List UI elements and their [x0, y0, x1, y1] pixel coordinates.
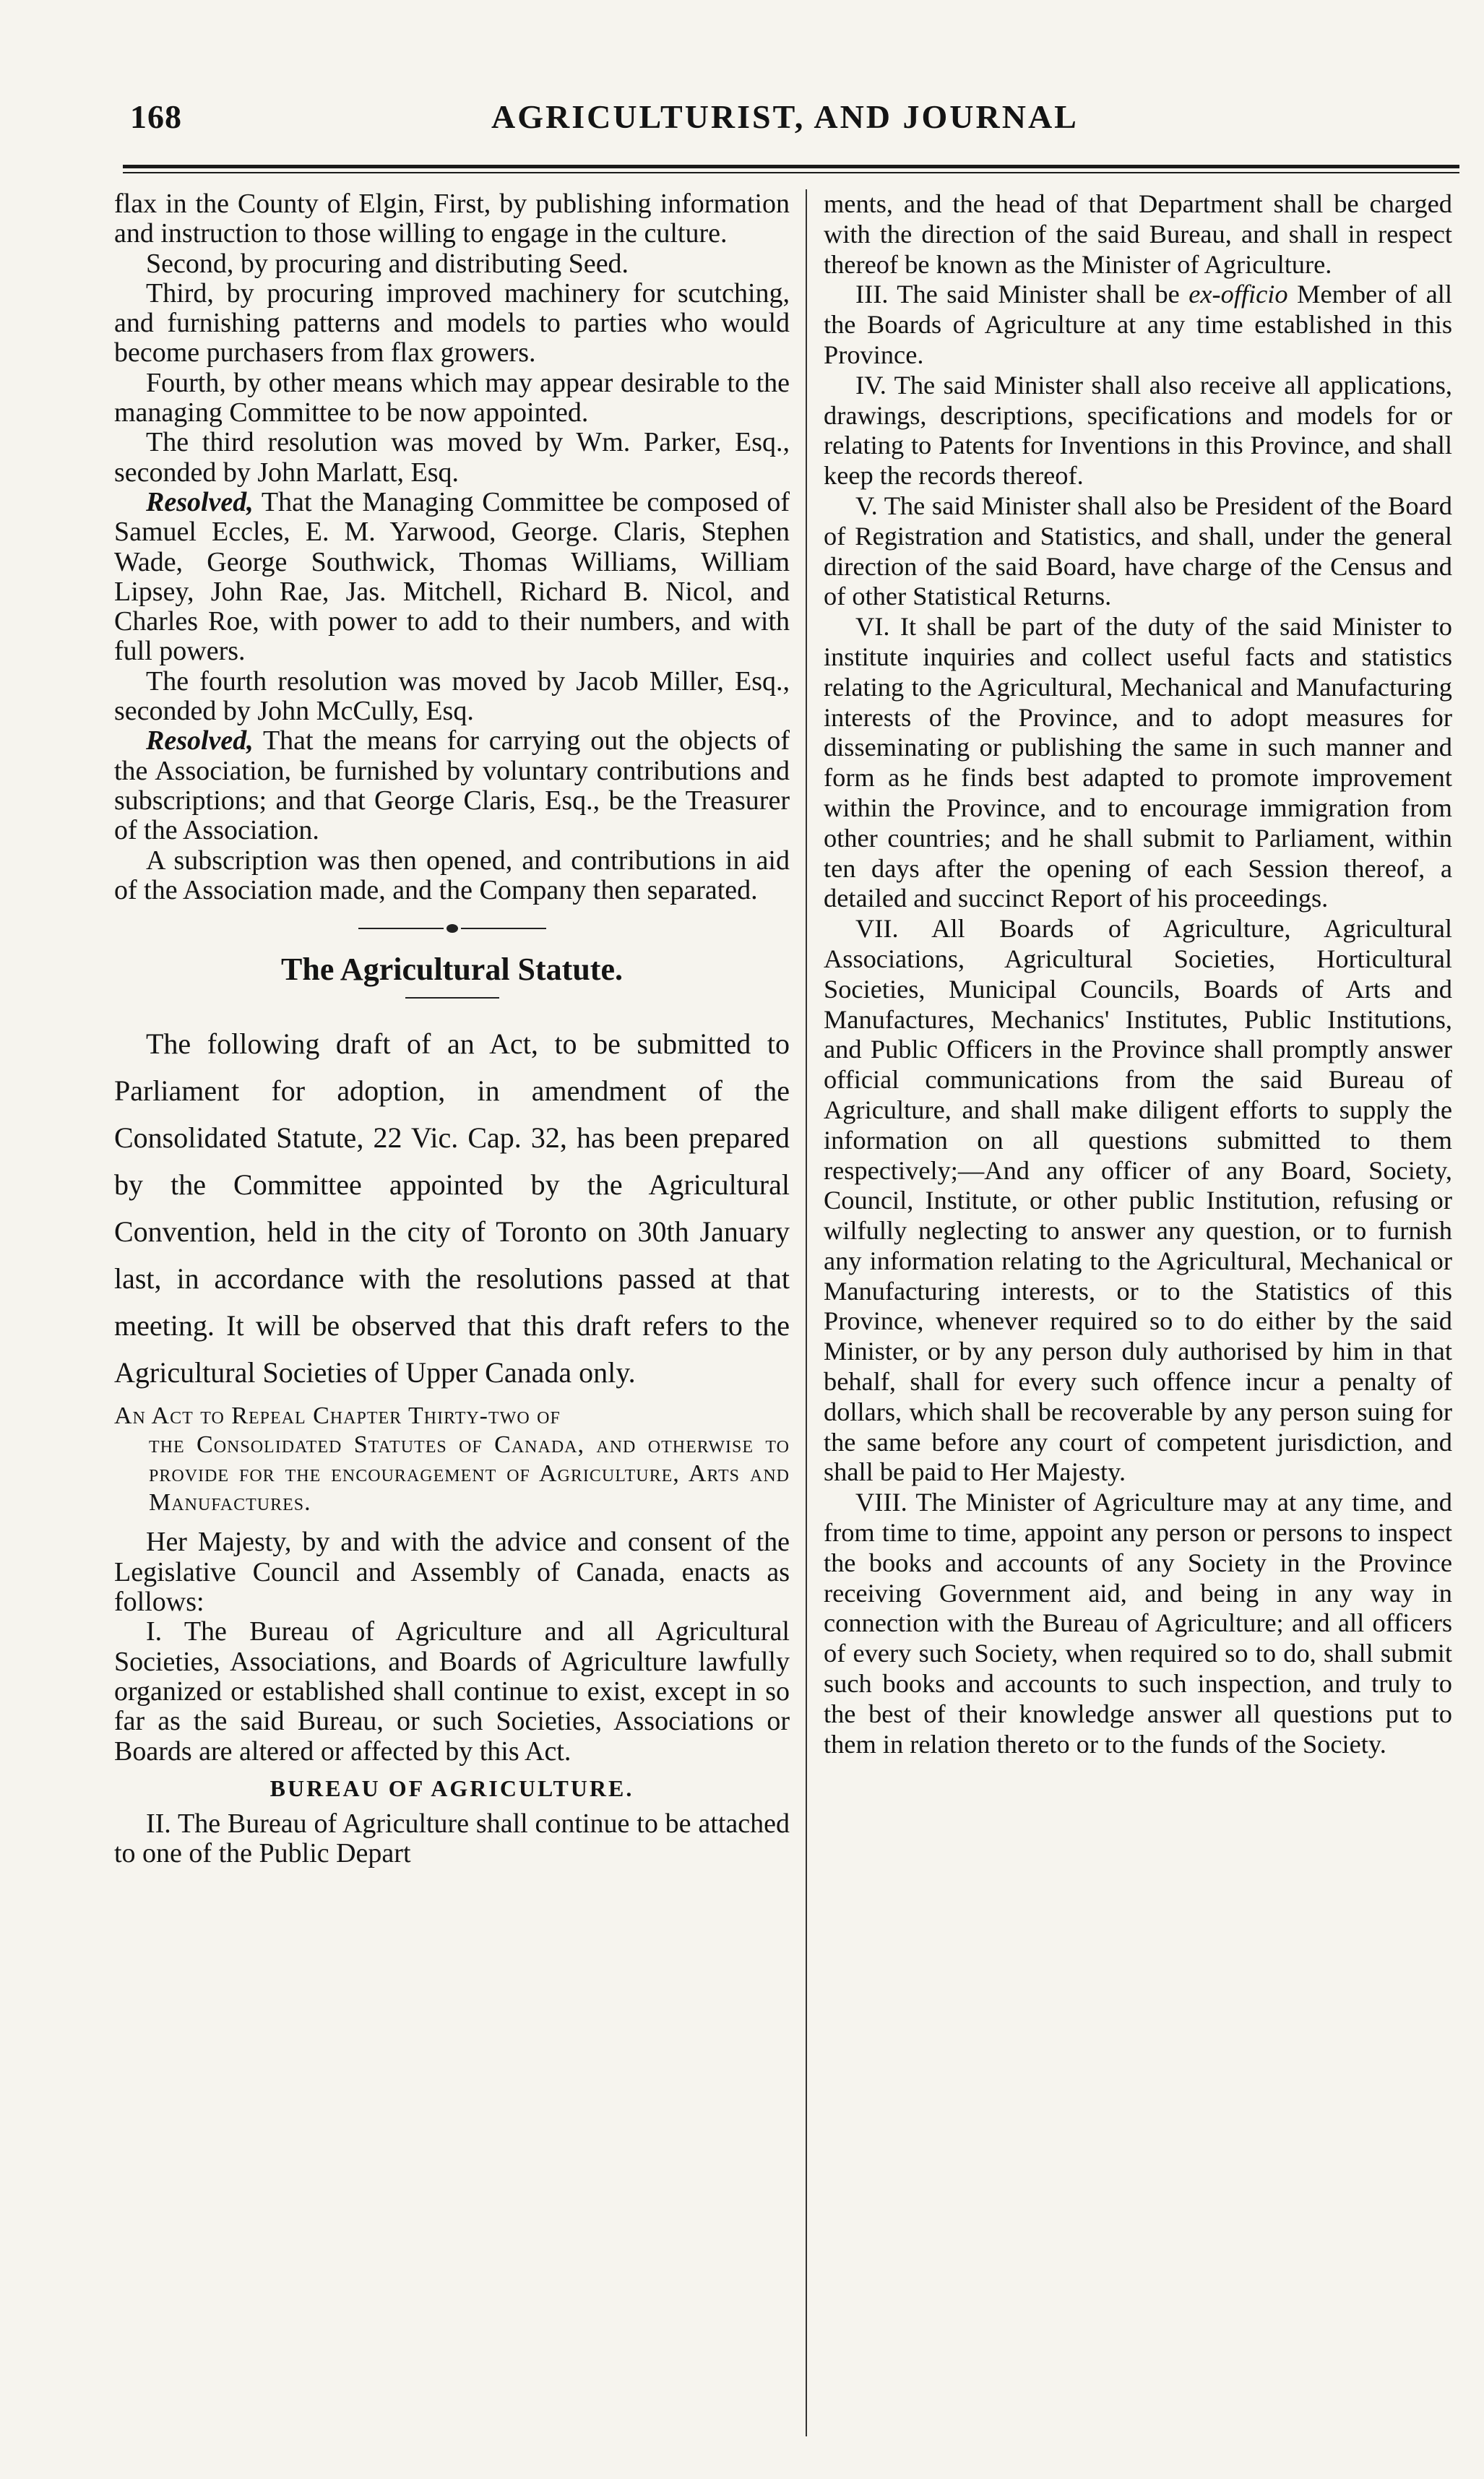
left-column: [114, 189, 790, 2436]
header-rule-thin: [123, 172, 1459, 173]
paragraph: Third, by procuring improved machinery for scutching, and furnishing patterns and models to parties who would become purchasers from flax growers.: [114, 277, 790, 368]
section-ornament: [358, 924, 546, 933]
section-title: The Agricultural Statute.: [281, 952, 623, 988]
section-3-text: III. The said Minister shall be: [855, 280, 1189, 309]
resolution-text: That the Managing Committee be composed of Samuel Eccles, E. M. Yarwood, George. Claris, Stephen Wade, George Southwick, Thomas Williams, William Lipsey, John Rae, Jas. Mitchell, Richard B. Nicol, and Charles Roe, with power to add to their numbers, and with full powers.: [114, 486, 790, 667]
section-2: II. The Bureau of Agriculture shall continue to be attached to one of the Public Depart: [114, 1808, 790, 1869]
title-rule: [405, 997, 499, 999]
section-5: V. The said Minister shall also be President of the Board of Registration and Statistics, and shall, under the general direction of the said Board, have charge of the Census and of other Statistical Returns.: [824, 491, 1452, 611]
resolved-label: Resolved,: [146, 725, 254, 756]
section-7: VII. All Boards of Agriculture, Agricultural Associations, Agricultural Societies, Horticultural Societies, Municipal Councils, Boards of Arts and Manufactures, Mechanics' Institutes, Public Institutions, and Public Officers in the Province shall promptly answer official communications from the said Bureau of Agriculture, and shall make diligent efforts to supply the information on all questions submitted to them respectively;—And any officer of any Board, Society, Council, Institute, or other public Institution, refusing or wilfully neglecting to answer any question, or to furnish any information relating to the Agricultural, Mechanical or Manufacturing interests, or to the Statistics of this Province, whenever required so to do either by the said Minister, or by any person duly authorised by him in that behalf, shall for every such offence incur a penalty of dollars, which shall be recoverable by any person suing for the same before any court of competent jurisdiction, and shall be paid to Her Majesty.: [824, 914, 1452, 1487]
resolution-paragraph: [114, 488, 790, 667]
column-divider: [806, 189, 807, 2436]
act-title-rest: the Consolidated Statutes of Canada, and otherwise to provide for the encouragement of Agriculture, Arts and Manufactures.: [149, 1431, 790, 1517]
section-4: IV. The said Minister shall also receive all applications, drawings, descriptions, specifications and models for or relating to Patents for Inventions in this Province, and shall keep the records thereof.: [824, 370, 1452, 491]
paragraph: Fourth, by other means which may appear desirable to the managing Committee to be now appointed.: [114, 367, 790, 428]
paragraph: The third resolution was moved by Wm. Parker, Esq., seconded by John Marlatt, Esq.: [114, 427, 790, 488]
resolution-text: That the means for carrying out the objects of the Association, be furnished by voluntary contributions and subscriptions; and that George Claris, Esq., be the Treasurer of the Association.: [114, 725, 790, 846]
paragraph: ments, and the head of that Department shall be charged with the direction of the said Bureau, and shall in respect thereof be known as the Minister of Agriculture.: [824, 189, 1452, 279]
intro: [114, 1020, 790, 1396]
enacting-clause: Her Majesty, by and with the advice and consent of the Legislative Council and Assembly of Canada, enacts as follows:: [114, 1527, 790, 1618]
paragraph: flax in the County of Elgin, First, by publishing information and instruction to those willing to engage in the culture.: [114, 189, 790, 249]
right-column: [824, 189, 1452, 2436]
intro-paragraph: The following draft of an Act, to be submitted to Parliament for adoption, in amendment of the Consolidated Statute, 22 Vic. Cap. 32, has been prepared by the Committee appointed by the Agricultural Convention, held in the city of Toronto on 30th January last, in accordance with the resolutions passed at that meeting. It will be observed that this draft refers to the Agricultural Societies of Upper Canada only.: [114, 1027, 790, 1389]
section-1: I. The Bureau of Agriculture and all Agricultural Societies, Associations, and Boards of Agriculture lawfully organized or established shall continue to exist, except in so far as the said Bureau, or such Societies, Associations or Boards are altered or affected by this Act.: [114, 1616, 790, 1767]
bureau-subhead: BUREAU OF AGRICULTURE.: [269, 1775, 634, 1801]
running-title: AGRICULTURIST, AND JOURNAL: [491, 98, 1079, 135]
ex-officio: ex-officio: [1189, 280, 1288, 309]
section-3: [824, 280, 1452, 370]
act-title-line: An Act to Repeal Chapter Thirty-two of: [114, 1402, 561, 1430]
section-6: VI. It shall be part of the duty of the said Minister to institute inquiries and collect useful facts and statistics relating to the Agricultural, Mechanical and Manufacturing interests of the Province, and to adopt measures for disseminating or publishing the same in such manner and form as he finds best adapted to promote improvement within the Province, and to encourage immigration from other countries; and he shall submit to Parliament, within ten days after the opening of each Session thereof, a detailed and succinct Report of his proceedings.: [824, 612, 1452, 913]
header-rule-thick: [123, 165, 1459, 168]
section-3-text-end: Member of all the Boards of Agriculture at any time established in this Province.: [824, 280, 1452, 369]
act-title: [114, 1402, 790, 1517]
page-header: [130, 98, 1452, 148]
resolution-paragraph: [114, 726, 790, 845]
section-8: VIII. The Minister of Agriculture may at any time, and from time to time, appoint any person or persons to inspect the books and accounts of any Society in the Province receiving Government aid, and being in any way in connection with the Bureau of Agriculture; and all officers of every such Society, when required so to do, shall submit such books and accounts to such inspection, and truly to the best of their knowledge answer all questions put to them in relation thereto or to the funds of the Society.: [824, 1488, 1452, 1759]
paragraph: The fourth resolution was moved by Jacob Miller, Esq., seconded by John McCully, Esq.: [114, 665, 790, 727]
resolved-label: Resolved,: [146, 486, 254, 517]
paragraph: A subscription was then opened, and contributions in aid of the Association made, and the Company then separated.: [114, 845, 790, 905]
paragraph: Second, by procuring and distributing Seed.: [146, 248, 629, 279]
page-number: 168: [130, 98, 182, 135]
